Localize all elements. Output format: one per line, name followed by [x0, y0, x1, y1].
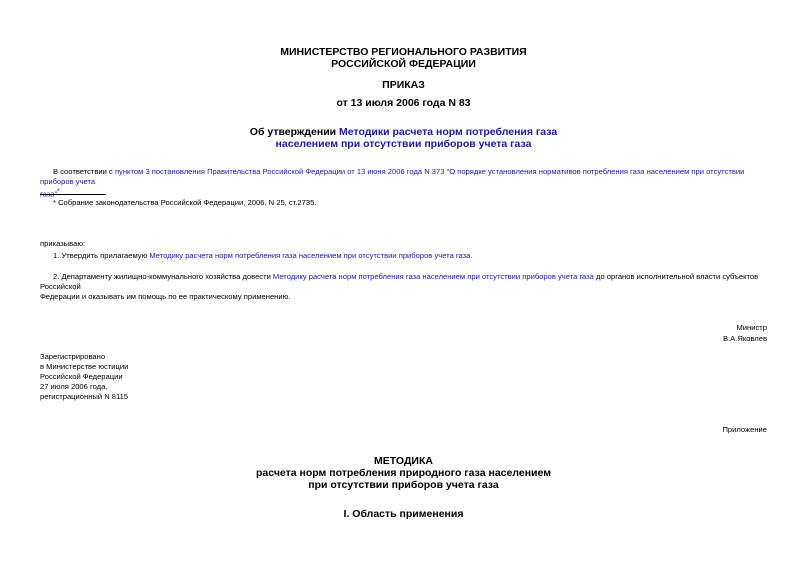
resolution-link-cont[interactable]: газа": [40, 189, 58, 199]
registration-line: Зарегистрировано: [40, 352, 106, 361]
footnote-text: * Собрание законодательства Российской Федерации, 2006, N 25, ст.2735.: [53, 198, 317, 207]
preamble-paragraph: [40, 167, 768, 200]
appendix-subtitle-2: при отсутствии приборов учета газа: [308, 479, 499, 491]
signature-position: Министр: [736, 323, 767, 332]
appendix-subtitle-1: расчета норм потребления природного газа населением: [256, 467, 551, 479]
order-item-1: 1. Утвердить прилагаемую Методику расчета норм потребления газа населением при отсутствии приборов учета газа.: [53, 251, 473, 260]
resolution-link[interactable]: пунктом 3 постановления Правительства Российской Федерации от 13 июня 2006 года N 373 "О порядке установления нормативов потребления газа населением при отсутствии приборов учета: [40, 167, 745, 186]
registration-line: Российской Федерации: [40, 372, 123, 381]
appendix-title: МЕТОДИКА: [374, 455, 433, 467]
doc-subject: [0, 126, 807, 138]
preamble-start: В соответствии с: [53, 167, 115, 176]
registration-line: регистрационный N 8115: [40, 392, 129, 401]
registration-line: 27 июля 2006 года,: [40, 382, 108, 391]
doc-date-number: от 13 июля 2006 года N 83: [336, 97, 471, 109]
methodology-link-title-1[interactable]: Методики расчета норм потребления газа: [339, 126, 558, 138]
doc-type: ПРИКАЗ: [382, 79, 425, 91]
order-item-2: 2. Департаменту жилищно-коммунального хозяйства довести Методику расчета норм потребления газа населением при отсутствии приборов учета газа до органов исполнительной власти субъектов Российской Федерации и оказывать им помощь по ее практическому применению.: [40, 272, 759, 301]
methodology-link-item-2[interactable]: Методику расчета норм потребления газа населением при отсутствии приборов учета газа: [272, 272, 594, 281]
section-heading: I. Область применения: [343, 508, 464, 520]
doc-subject-line-2: [0, 138, 807, 150]
signature-name: В.А.Яковлев: [722, 334, 767, 343]
ministry-line-1: МИНИСТЕРСТВО РЕГИОНАЛЬНОГО РАЗВИТИЯ: [280, 46, 527, 58]
registration-block: [40, 352, 128, 402]
orders-word: приказываю:: [40, 239, 86, 248]
appendix-label: Приложение: [722, 425, 767, 434]
registration-line: в Министерстве юстиции: [40, 362, 129, 371]
subject-prefix: Об утверждении: [249, 126, 340, 138]
footnote-separator: [40, 194, 106, 195]
methodology-link-item-1[interactable]: Методику расчета норм потребления газа населением при отсутствии приборов учета газа: [149, 251, 471, 260]
footnote-mark: *: [57, 189, 60, 195]
methodology-link-title-2[interactable]: населением при отсутствии приборов учета газа: [275, 138, 532, 150]
ministry-line-2: РОССИЙСКОЙ ФЕДЕРАЦИИ: [331, 58, 476, 70]
